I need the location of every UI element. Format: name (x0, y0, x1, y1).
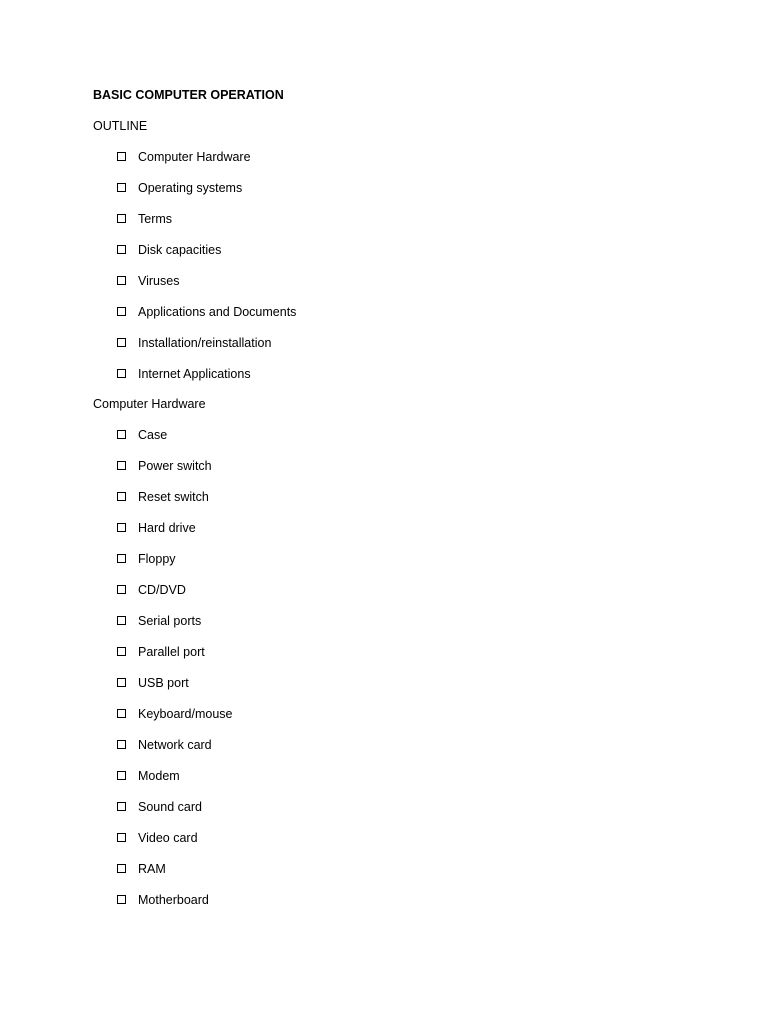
checkbox-icon (117, 276, 126, 285)
list-item-label: Parallel port (138, 645, 205, 659)
list-item-label: USB port (138, 676, 189, 690)
list-item-label: Installation/reinstallation (138, 336, 272, 350)
checkbox-icon (117, 740, 126, 749)
checkbox-icon (117, 554, 126, 563)
list-item-label: Hard drive (138, 521, 196, 535)
checkbox-icon (117, 864, 126, 873)
checkbox-icon (117, 245, 126, 254)
list-item (117, 799, 233, 830)
checkbox-icon (117, 833, 126, 842)
list-item-label: Keyboard/mouse (138, 707, 233, 721)
list-item (117, 675, 233, 706)
outline-heading: OUTLINE (93, 119, 148, 133)
outline-list (117, 149, 296, 397)
list-item-label: Motherboard (138, 893, 209, 907)
checkbox-icon (117, 585, 126, 594)
list-item (117, 768, 233, 799)
computer-hardware-heading: Computer Hardware (93, 397, 206, 411)
list-item (117, 644, 233, 675)
checkbox-icon (117, 461, 126, 470)
list-item-label: Video card (138, 831, 198, 845)
list-item (117, 520, 233, 551)
list-item-label: Modem (138, 769, 180, 783)
list-item (117, 427, 233, 458)
checkbox-icon (117, 152, 126, 161)
list-item (117, 273, 296, 304)
list-item-label: Power switch (138, 459, 212, 473)
checkbox-icon (117, 802, 126, 811)
checkbox-icon (117, 430, 126, 439)
checkbox-icon (117, 523, 126, 532)
list-item-label: CD/DVD (138, 583, 186, 597)
list-item (117, 830, 233, 861)
list-item-label: Viruses (138, 274, 180, 288)
list-item-label: Computer Hardware (138, 150, 251, 164)
list-item (117, 335, 296, 366)
list-item-label: Applications and Documents (138, 305, 297, 319)
list-item-label: Internet Applications (138, 367, 251, 381)
list-item (117, 706, 233, 737)
list-item (117, 613, 233, 644)
checkbox-icon (117, 678, 126, 687)
computer-hardware-list (117, 427, 233, 923)
list-item (117, 582, 233, 613)
list-item-label: RAM (138, 862, 166, 876)
list-item (117, 304, 296, 335)
list-item (117, 737, 233, 768)
checkbox-icon (117, 709, 126, 718)
checkbox-icon (117, 338, 126, 347)
checkbox-icon (117, 616, 126, 625)
list-item-label: Disk capacities (138, 243, 222, 257)
checkbox-icon (117, 183, 126, 192)
list-item (117, 892, 233, 923)
list-item (117, 366, 296, 397)
list-item (117, 211, 296, 242)
list-item-label: Floppy (138, 552, 176, 566)
checkbox-icon (117, 307, 126, 316)
list-item-label: Terms (138, 212, 173, 226)
checkbox-icon (117, 214, 126, 223)
checkbox-icon (117, 647, 126, 656)
checkbox-icon (117, 771, 126, 780)
checkbox-icon (117, 492, 126, 501)
checkbox-icon (117, 369, 126, 378)
list-item (117, 458, 233, 489)
document-title: BASIC COMPUTER OPERATION (93, 88, 284, 102)
list-item-label: Operating systems (138, 181, 243, 195)
list-item-label: Serial ports (138, 614, 202, 628)
list-item-label: Network card (138, 738, 212, 752)
checkbox-icon (117, 895, 126, 904)
list-item (117, 180, 296, 211)
list-item-label: Sound card (138, 800, 202, 814)
list-item-label: Reset switch (138, 490, 209, 504)
list-item-label: Case (138, 428, 168, 442)
list-item (117, 489, 233, 520)
list-item (117, 242, 296, 273)
list-item (117, 551, 233, 582)
list-item (117, 149, 296, 180)
list-item (117, 861, 233, 892)
